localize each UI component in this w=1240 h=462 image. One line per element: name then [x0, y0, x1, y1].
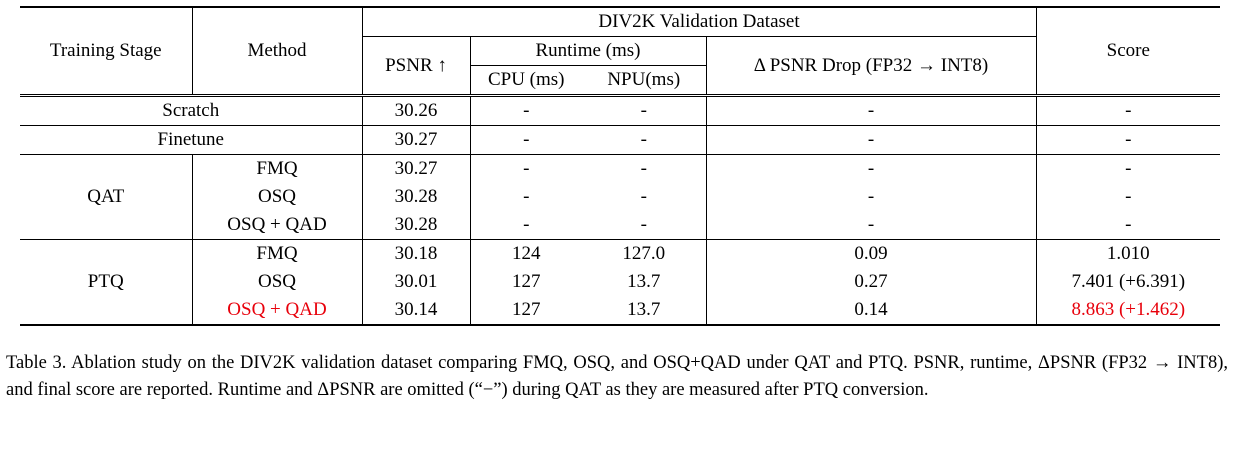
cell-drop: 0.14 [706, 296, 1036, 325]
cell-cpu: 127 [470, 268, 582, 296]
cell-psnr: 30.14 [362, 296, 470, 325]
header-score: Score [1036, 7, 1220, 96]
header-group-div2k: DIV2K Validation Dataset [362, 7, 1036, 37]
cell-cpu: - [470, 96, 582, 126]
header-method: Method [192, 7, 362, 96]
cell-npu: 127.0 [582, 240, 706, 269]
header-training-stage: Training Stage [20, 7, 192, 96]
cell-score: 8.863 (+1.462) [1036, 296, 1220, 325]
table-row [20, 155, 1220, 184]
cell-psnr: 30.28 [362, 211, 470, 240]
table-row [20, 126, 1220, 155]
cell-npu: - [640, 214, 647, 235]
row-stage-ptq-empty-2 [20, 296, 192, 325]
table-row-highlighted [20, 296, 1220, 325]
row-stage-ptq-empty [20, 240, 192, 269]
cell-npu: - [582, 126, 706, 155]
cell-drop: - [706, 155, 1036, 184]
cell-method: FMQ [192, 155, 362, 184]
row-stage-scratch: Scratch [20, 96, 362, 126]
row-stage-ptq: PTQ [87, 271, 124, 292]
cell-psnr: 30.18 [362, 240, 470, 269]
cell-psnr: 30.01 [362, 268, 470, 296]
table-row [20, 96, 1220, 126]
cell-psnr: 30.28 [362, 183, 470, 211]
cell-psnr: 30.27 [362, 126, 470, 155]
cell-score: - [1036, 183, 1220, 211]
caption-label: Table 3. [6, 353, 67, 373]
cell-score: - [1036, 155, 1220, 184]
cell-cpu: - [470, 211, 582, 240]
cell-drop: - [706, 183, 1036, 211]
cell-cpu: - [470, 155, 582, 184]
cell-drop: - [706, 211, 1036, 240]
cell-score: 1.010 [1036, 240, 1220, 269]
cell-method: OSQ + QAD [192, 296, 362, 325]
caption-text: Ablation study on the DIV2K validation dataset comparing FMQ, OSQ, and OSQ+QAD under QAT and PTQ. PSNR, runtime, ΔPSNR (FP32 → INT8), and final score are reported. Runtime and ΔPSNR are omitted (“−”) during QAT as they are measured after PTQ conversion. [6, 353, 1228, 400]
header-cpu: CPU (ms) [470, 66, 582, 96]
cell-npu: 13.7 [627, 271, 661, 292]
row-stage-qat: QAT [20, 155, 192, 240]
cell-drop: 0.09 [706, 240, 1036, 269]
cell-cpu: - [470, 183, 582, 211]
cell-score: 7.401 (+6.391) [1036, 268, 1220, 296]
cell-npu: - [582, 155, 706, 184]
cell-psnr: 30.26 [362, 96, 470, 126]
table-header-row-1 [20, 7, 1220, 37]
table-figure-page [0, 6, 1240, 462]
cell-cpu: 127 [470, 296, 582, 325]
ablation-results-table [20, 6, 1220, 326]
cell-score: - [1036, 96, 1220, 126]
cell-npu: - [640, 186, 647, 207]
cell-method: OSQ [192, 268, 362, 296]
cell-drop: 0.27 [706, 268, 1036, 296]
table-row [20, 211, 1220, 240]
cell-psnr: 30.27 [362, 155, 470, 184]
header-runtime: Runtime (ms) [470, 37, 706, 66]
cell-npu: - [582, 96, 706, 126]
cell-npu: 13.7 [582, 296, 706, 325]
cell-drop: - [706, 96, 1036, 126]
header-npu: NPU(ms) [607, 69, 681, 90]
header-psnr-drop: Δ PSNR Drop (FP32 → INT8) [706, 37, 1036, 96]
cell-method: OSQ + QAD [192, 211, 362, 240]
cell-cpu: - [470, 126, 582, 155]
row-stage-finetune: Finetune [20, 126, 362, 155]
table-row [20, 268, 1220, 296]
cell-cpu: 124 [470, 240, 582, 269]
table-caption [6, 350, 1228, 404]
cell-method: OSQ [192, 183, 362, 211]
cell-method: FMQ [192, 240, 362, 269]
table-row [20, 183, 1220, 211]
cell-score: - [1036, 126, 1220, 155]
cell-score: - [1036, 211, 1220, 240]
table-row [20, 240, 1220, 269]
header-psnr: PSNR ↑ [362, 37, 470, 96]
cell-drop: - [706, 126, 1036, 155]
